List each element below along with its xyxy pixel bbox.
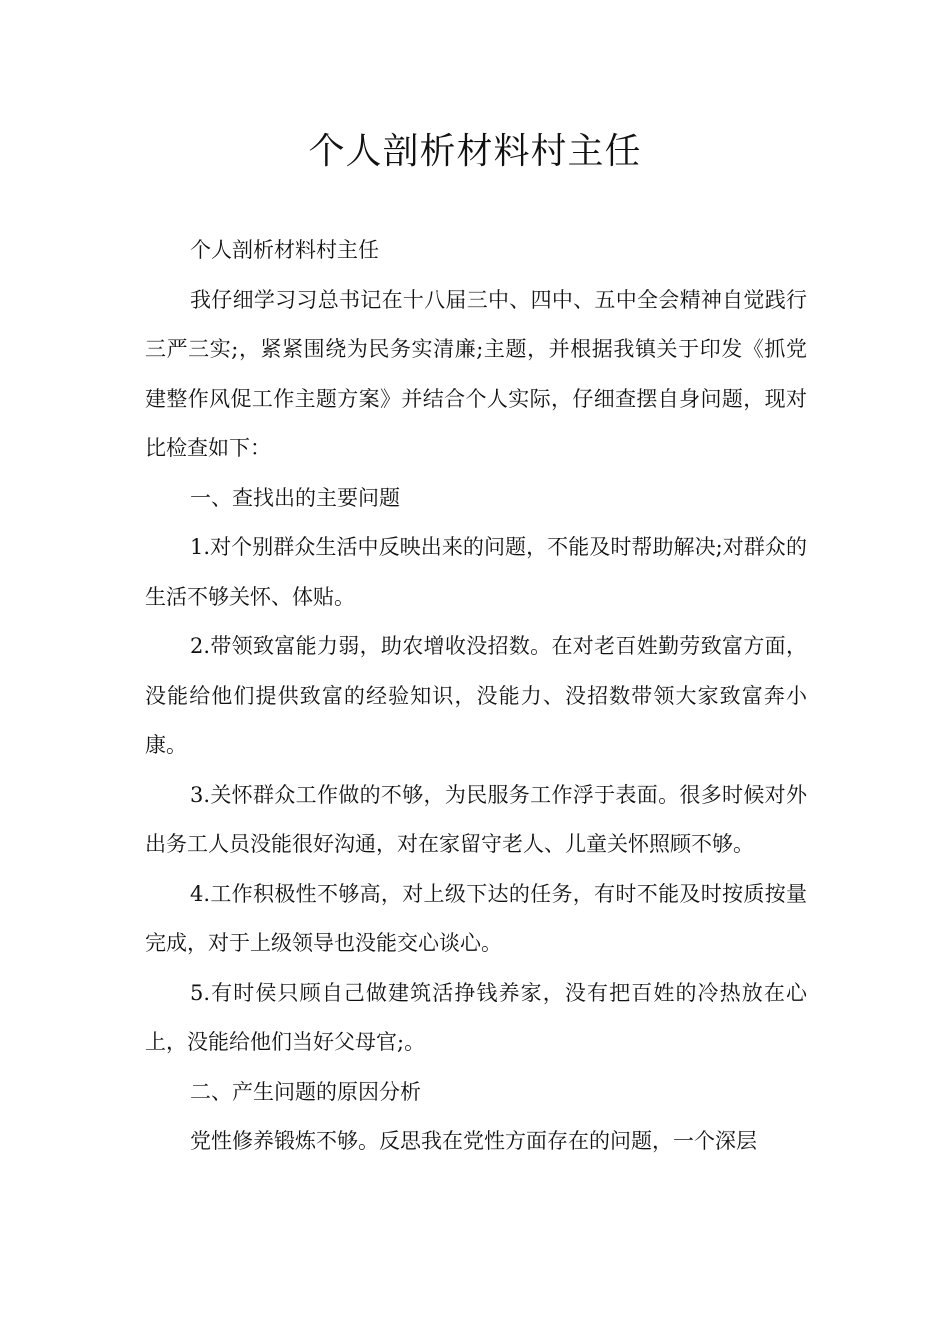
problem-item-3: 3.关怀群众工作做的不够，为民服务工作浮于表面。很多时候对外出务工人员没能很好沟通，对在家留守老人、儿童关怀照顾不够。 <box>145 782 807 856</box>
problem-item-4: 4.工作积极性不够高，对上级下达的任务，有时不能及时按质按量完成，对于上级领导也没能交心谈心。 <box>145 881 807 955</box>
problem-item-1: 1.对个别群众生活中反映出来的问题，不能及时帮助解决;对群众的生活不够关怀、体贴。 <box>145 535 807 609</box>
section-heading-causes: 二、产生问题的原因分析 <box>190 1079 421 1104</box>
cause-paragraph: 党性修养锻炼不够。反思我在党性方面存在的问题，一个深层 <box>190 1129 757 1153</box>
problem-item-5: 5.有时侯只顾自己做建筑活挣钱养家，没有把百姓的冷热放在心上，没能给他们当好父母官;。 <box>145 980 807 1054</box>
problem-item-2: 2.带领致富能力弱，助农增收没招数。在对老百姓勤劳致富方面，没能给他们提供致富的经验知识，没能力、没招数带领大家致富奔小康。 <box>145 634 807 757</box>
document-title: 个人剖析材料村主任 <box>308 131 642 172</box>
document-body <box>145 226 807 1167</box>
section-heading-problems: 一、查找出的主要问题 <box>190 485 400 510</box>
paragraph-subtitle: 个人剖析材料村主任 <box>190 238 379 262</box>
paragraph-intro: 我仔细学习习总书记在十八届三中、四中、五中全会精神自觉践行三严三实;，紧紧围绕为民务实清廉;主题，并根据我镇关于印发《抓党建整作风促工作主题方案》并结合个人实际，仔细查摆自身问题，现对比检查如下： <box>145 287 807 460</box>
